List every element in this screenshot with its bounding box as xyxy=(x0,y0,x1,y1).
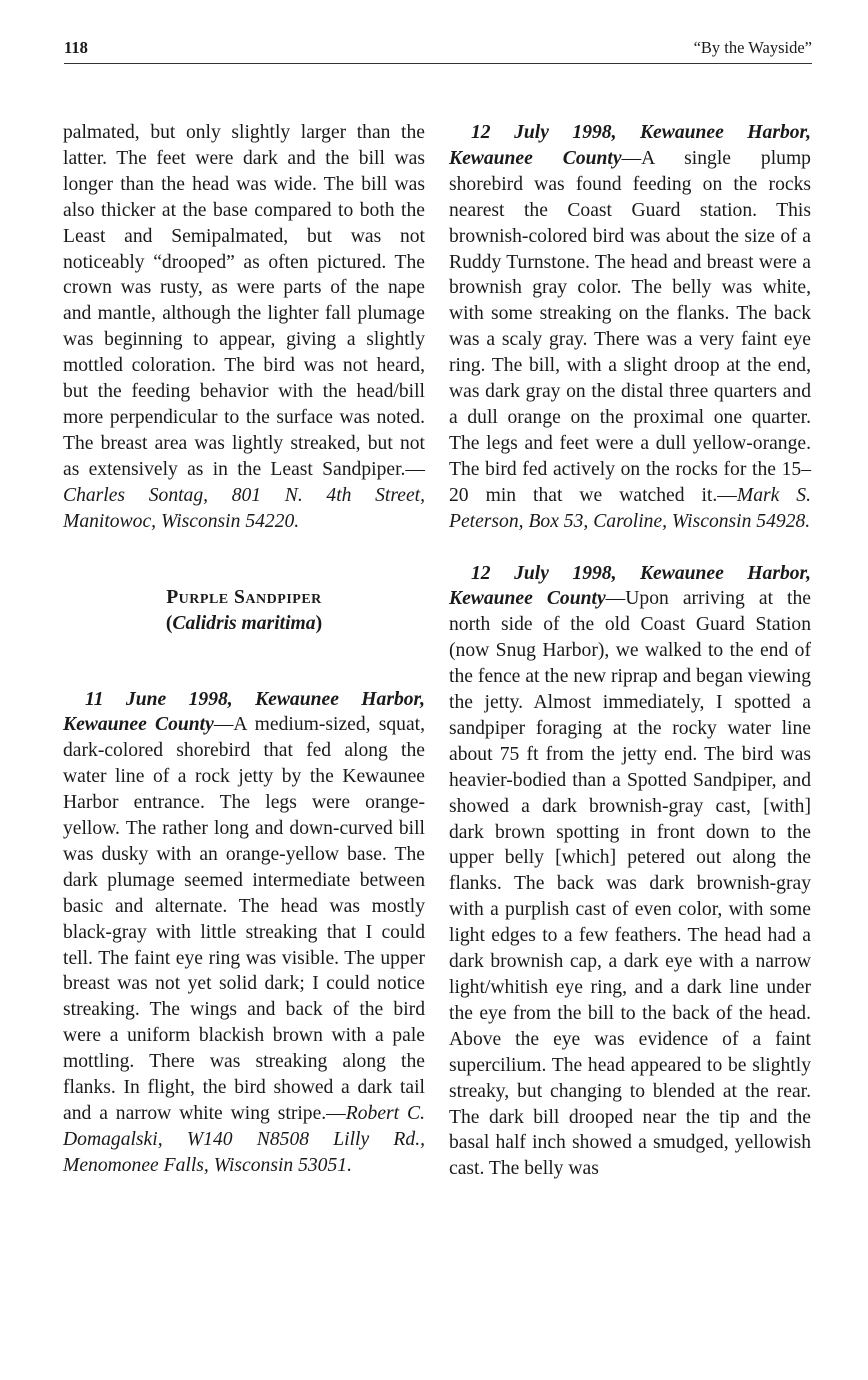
paragraph-body: palmated, but only slightly larger than the latter. The feet were dark and the bill was longer than the head was wide. The bill was also thicker at the base compared to both the Least and Semipalmated, but was not noticeably “drooped” as often pictured. The crown was rusty, as were parts of the nape and mantle, although the lighter fall plumage was beginning to appear, giving a slightly mottled coloration. The bird was not heard, but the feeding behavior with the head/bill more perpendicular to the surface was noted. The breast area was lightly streaked, but not as extensively as in the Least Sandpiper.— xyxy=(63,122,425,480)
observation-date-location: 12 July 1998, Kewaunee Harbor, Kewaunee County xyxy=(449,562,811,610)
species-scientific-name: Calidris maritima xyxy=(172,612,316,634)
paragraph-body: —A single plump shorebird was found feeding on the rocks nearest the Coast Guard station. This brownish-colored bird was about the size of a Ruddy Turnstone. The head and breast were a brownish gray color. The belly was white, with some streaking on the flanks. The back was a scaly gray. There was a very faint eye ring. The bill, with a slight droop at the end, was dark gray on the distal three quarters and a dull orange on the proximal one quarter. The legs and feet were a dull yellow-orange. The bird fed actively on the rocks for the 15–20 min that we watched it.— xyxy=(449,147,811,506)
paragraph-continued xyxy=(63,120,425,535)
paragraph-body: —A medium-sized, squat, dark-colored shorebird that fed along the water line of a rock jetty by the Kewaunee Harbor entrance. The legs were orange-yellow. The rather long and down-curved bill was dusky with an orange-yellow base. The dark plumage seemed intermediate between basic and alternate. The head was mostly black-gray with little streaking that I could tell. The faint eye ring was visible. The upper breast was not yet solid dark; I could notice streaking. The wings and back of the bird were a uniform blackish brown with a pale mottling. There was streaking along the flanks. In flight, the bird showed a dark tail and a narrow white wing stripe.— xyxy=(63,714,425,1124)
left-column xyxy=(63,120,425,1179)
observer-signature: Charles Sontag, 801 N. 4th Street, Manitowoc, Wisconsin 54220. xyxy=(63,484,425,532)
species-heading xyxy=(63,585,425,637)
observation-date-location: 12 July 1998, Kewaunee Harbor, Kewaunee County xyxy=(449,122,811,169)
observation-paragraph xyxy=(449,561,811,1183)
observer-signature: Robert C. Domagalski, W140 N8508 Lilly Rd., Menomonee Falls, Wisconsin 53051. xyxy=(63,1103,425,1176)
species-common-name: Purple Sandpiper xyxy=(166,586,322,608)
right-column xyxy=(449,120,811,1182)
observation-paragraph xyxy=(449,120,811,535)
observation-paragraph xyxy=(63,687,425,1179)
page-number: 118 xyxy=(64,38,88,57)
open-paren: ( xyxy=(165,612,173,634)
paragraph-body: —Upon arriving at the north side of the old Coast Guard Station (now Snug Harbor), we walked to the end of the fence at the new riprap and began viewing the jetty. Almost immediately, I spotted a sandpiper foraging at the rocky water line about 75 ft from the jetty end. The bird was heavier-bodied than a Spotted Sandpiper, and showed a dark brownish-gray cast, [with] dark brown spotting in front down to the upper belly [which] petered out along the flanks. The back was dark brownish-gray with a purplish cast of even color, with some light edges to a few feathers. The head had a dark brownish cap, a dark eye with a narrow light/whitish eye ring, and a dark line under the eye from the bill to the back of the head. Above the eye was evidence of a faint supercilium. The head appeared to be slightly streaky, but changing to blended at the rear. The dark bill drooped near the tip and the basal half inch showed a smudged, yellowish cast. The belly was xyxy=(449,588,811,1180)
header-rule xyxy=(64,63,812,64)
observer-signature: Mark S. Peterson, Box 53, Caroline, Wisconsin 54928. xyxy=(449,484,811,532)
close-paren: ) xyxy=(315,612,323,634)
running-title: “By the Wayside” xyxy=(693,38,812,57)
species-scientific-line xyxy=(63,611,425,637)
observation-date-location: 11 June 1998, Kewaunee Harbor, Kewaunee County xyxy=(63,688,425,736)
